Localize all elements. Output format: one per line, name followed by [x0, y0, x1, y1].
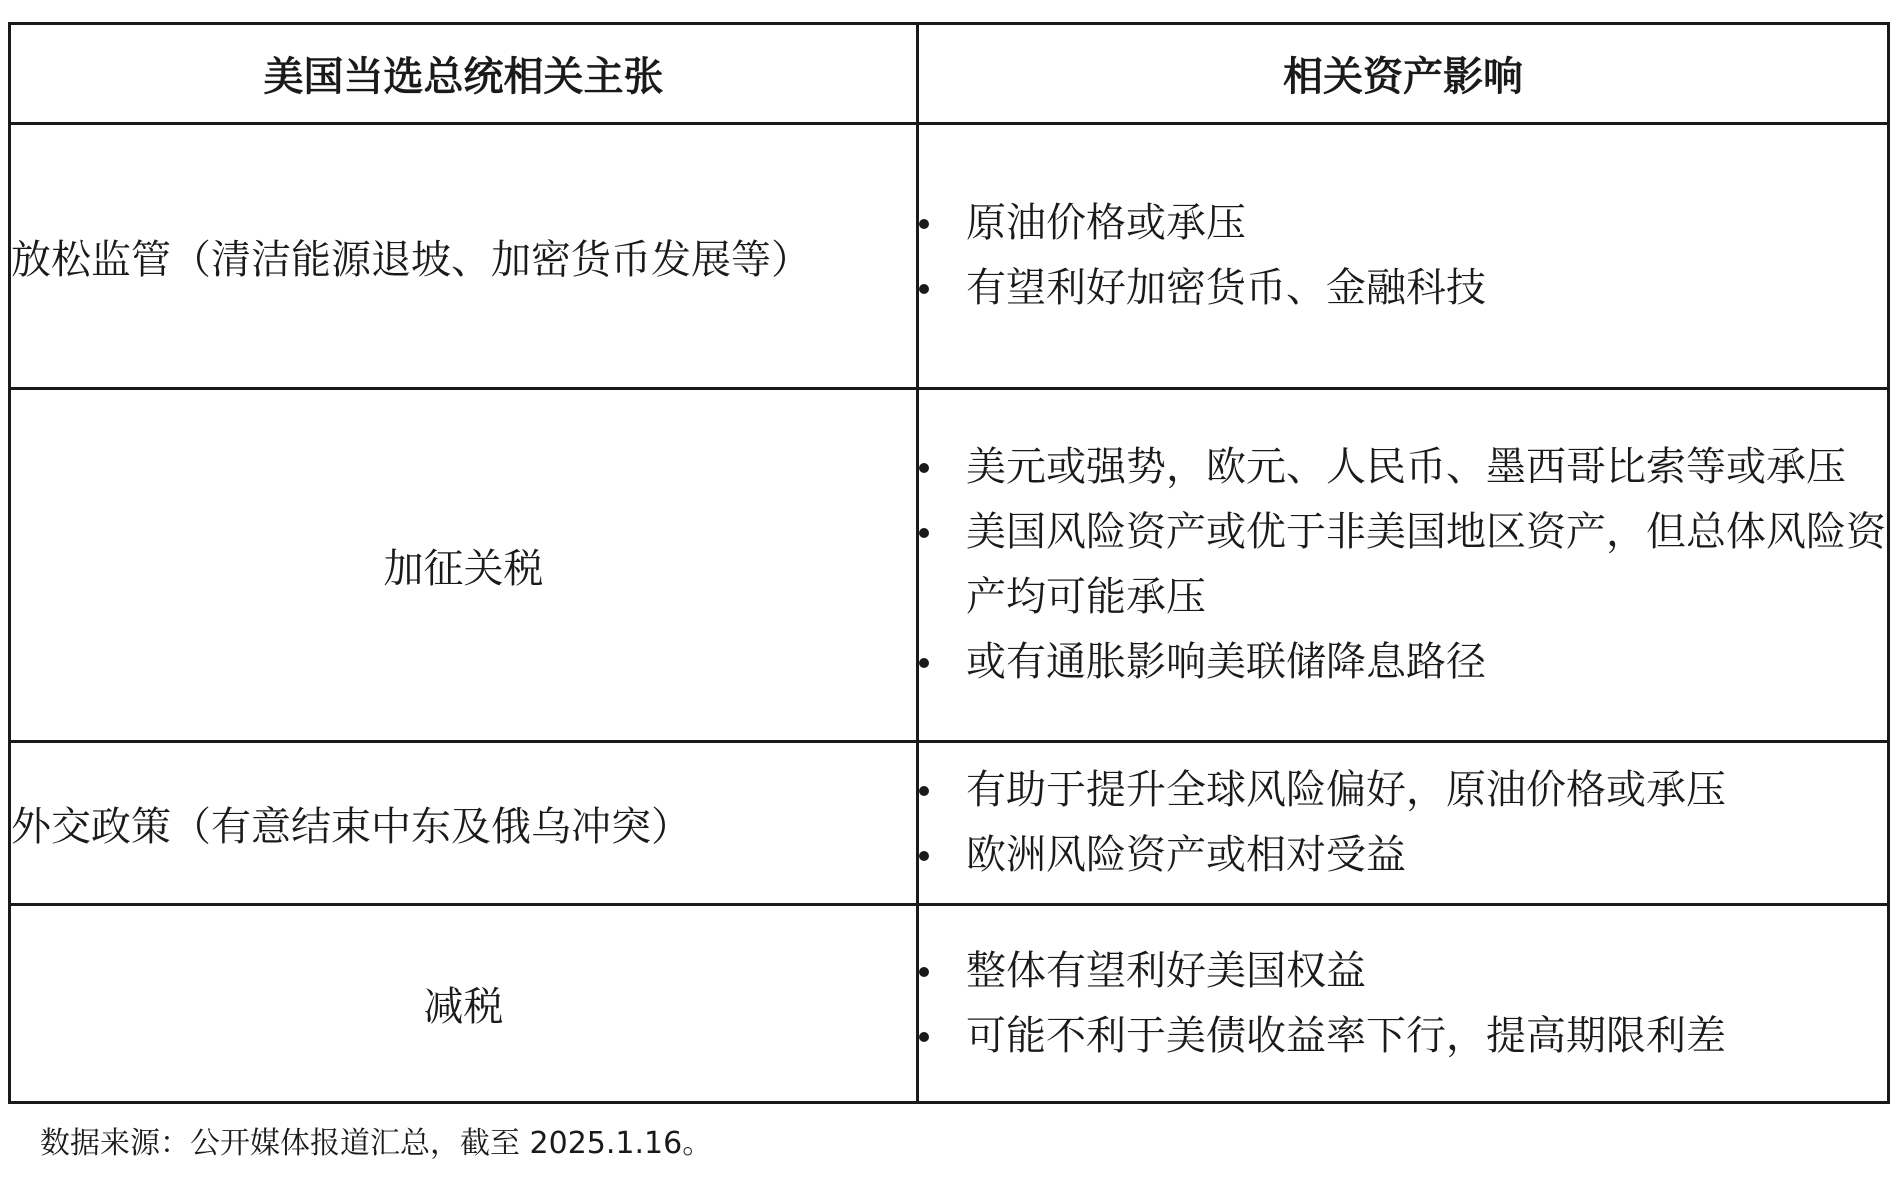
policy-impact-table-container — [8, 22, 1887, 1104]
impact-text: 美元或强势，欧元、人民币、墨西哥比索等或承压 — [966, 444, 1846, 490]
impact-cell — [918, 742, 1889, 905]
bullet-icon — [919, 219, 929, 229]
impact-item — [919, 256, 1887, 321]
bullet-icon — [919, 851, 929, 861]
header-asset-impact: 相关资产影响 — [918, 24, 1889, 124]
policy-cell: 放松监管（清洁能源退坡、加密货币发展等） — [10, 124, 918, 389]
impact-text: 有助于提升全球风险偏好，原油价格或承压 — [966, 767, 1726, 813]
impact-list — [919, 758, 1887, 888]
impact-text: 原油价格或承压 — [966, 200, 1246, 246]
policy-cell: 减税 — [10, 905, 918, 1103]
impact-item — [919, 823, 1887, 888]
policy-impact-table — [8, 22, 1890, 1104]
table-row — [10, 389, 1889, 742]
impact-item — [919, 500, 1887, 630]
impact-list — [919, 435, 1887, 695]
impact-list — [919, 191, 1887, 321]
bullet-icon — [919, 1032, 929, 1042]
bullet-icon — [919, 284, 929, 294]
impact-text: 整体有望利好美国权益 — [966, 947, 1366, 994]
table-header-row — [10, 24, 1889, 124]
header-policy: 美国当选总统相关主张 — [10, 24, 918, 124]
policy-cell: 加征关税 — [10, 389, 918, 742]
impact-item — [919, 191, 1887, 256]
bullet-icon — [919, 658, 929, 668]
impact-cell — [918, 905, 1889, 1103]
impact-list — [919, 939, 1887, 1069]
bullet-icon — [919, 528, 929, 538]
bullet-icon — [919, 463, 929, 473]
impact-text: 可能不利于美债收益率下行，提高期限利差 — [966, 1012, 1726, 1059]
bullet-icon — [919, 967, 929, 977]
impact-text: 或有通胀影响美联储降息路径 — [966, 639, 1486, 685]
impact-item — [919, 630, 1887, 695]
table-row — [10, 124, 1889, 389]
impact-item — [919, 758, 1887, 823]
impact-text: 有望利好加密货币、金融科技 — [966, 265, 1486, 311]
impact-item — [919, 939, 1887, 1004]
table-row — [10, 742, 1889, 905]
impact-cell — [918, 389, 1889, 742]
impact-cell — [918, 124, 1889, 389]
table-row — [10, 905, 1889, 1103]
impact-item — [919, 1004, 1887, 1069]
impact-text: 美国风险资产或优于非美国地区资产，但总体风险资产均可能承压 — [966, 509, 1886, 620]
policy-cell: 外交政策（有意结束中东及俄乌冲突） — [10, 742, 918, 905]
impact-item — [919, 435, 1887, 500]
impact-text: 欧洲风险资产或相对受益 — [966, 832, 1406, 878]
bullet-icon — [919, 786, 929, 796]
source-footnote: 数据来源：公开媒体报道汇总，截至 2025.1.16。 — [40, 1126, 713, 1161]
